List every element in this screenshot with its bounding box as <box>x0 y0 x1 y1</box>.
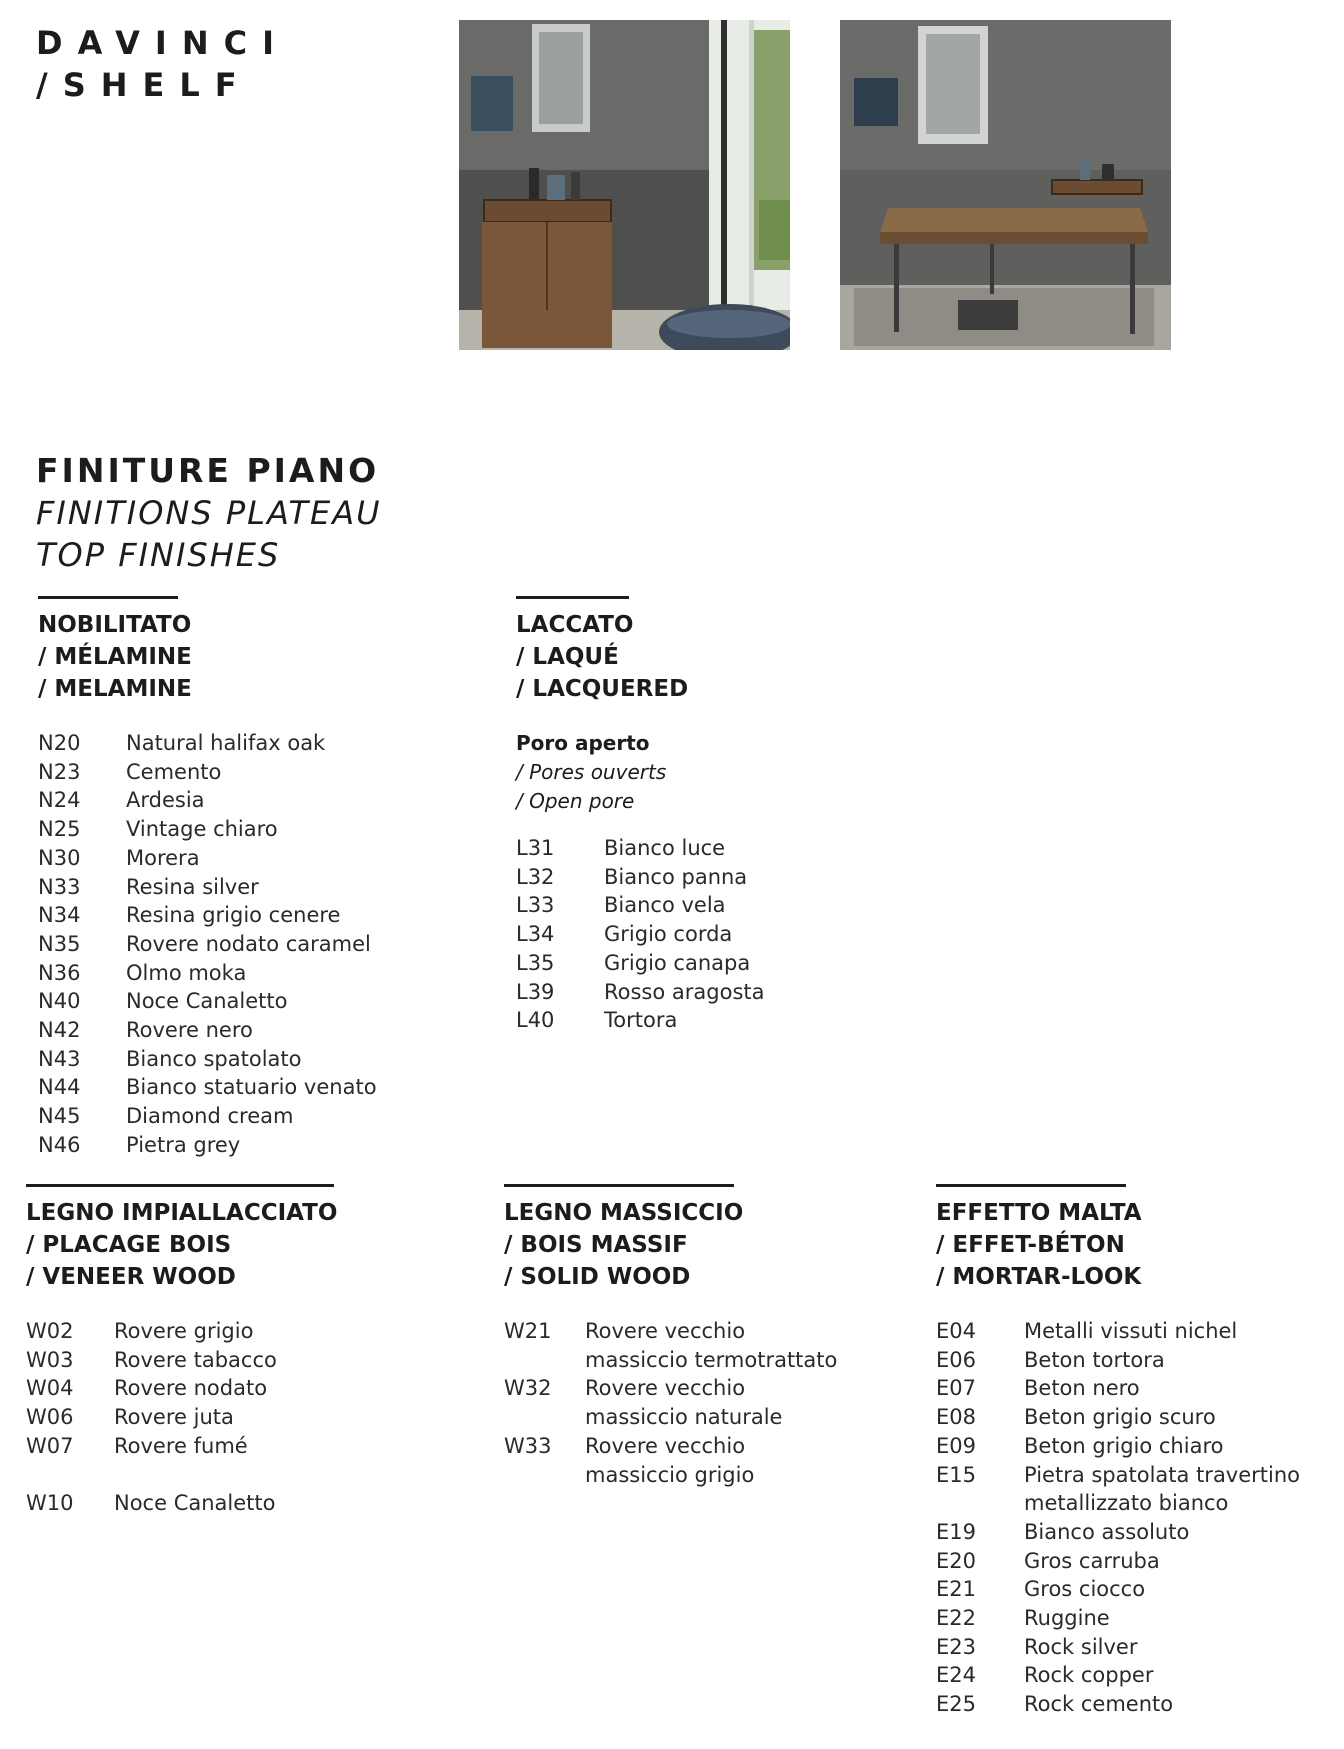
finish-code: N40 <box>38 989 81 1014</box>
finish-code: N23 <box>38 759 81 784</box>
finish-item <box>38 1016 377 1045</box>
group-heading-en: / VENEER WOOD <box>26 1264 236 1290</box>
finish-code: L33 <box>516 893 555 918</box>
finish-item <box>26 1403 337 1432</box>
finish-code: L39 <box>516 979 555 1004</box>
finish-code: W33 <box>504 1433 552 1458</box>
group-heading-en: / MELAMINE <box>38 676 192 702</box>
finish-item <box>38 844 377 873</box>
finiture-fr: FINITIONS PLATEAU <box>36 494 382 532</box>
group-heading-it: EFFETTO MALTA <box>936 1200 1142 1226</box>
finish-code: W21 <box>504 1319 552 1343</box>
group-legno-impiallacciato <box>26 1184 337 1517</box>
finish-code: E15 <box>936 1462 976 1487</box>
finish-name: Rovere vecchio massiccio termotrattato <box>585 1319 838 1372</box>
finish-item <box>38 758 377 787</box>
finish-code: N42 <box>38 1018 81 1043</box>
finish-item <box>516 920 765 949</box>
finish-name: Rovere juta <box>114 1405 234 1430</box>
finish-code: E24 <box>936 1663 976 1688</box>
finish-code: N36 <box>38 960 81 985</box>
finish-item <box>504 1317 837 1374</box>
group-effetto-malta <box>936 1184 1300 1719</box>
finish-item <box>38 930 377 959</box>
finish-name: Rovere vecchio massiccio grigio <box>585 1433 755 1487</box>
finish-code: E07 <box>936 1376 976 1401</box>
finish-name: Morera <box>126 845 200 870</box>
finish-item <box>936 1374 1300 1403</box>
finish-name: Resina grigio cenere <box>126 903 341 928</box>
group-heading-it: NOBILITATO <box>38 612 192 638</box>
group-rule <box>936 1184 1126 1187</box>
finish-name: Bianco statuario venato <box>126 1075 377 1100</box>
finish-list <box>38 729 377 1160</box>
finish-name: Noce Canaletto <box>114 1490 276 1515</box>
subtype-it: Poro aperto <box>516 731 650 755</box>
finish-name: Beton nero <box>1024 1376 1140 1401</box>
finish-code: L34 <box>516 922 555 947</box>
room-photo-table <box>840 20 1171 350</box>
finish-name: Bianco vela <box>604 893 726 918</box>
finish-name: Rovere nero <box>126 1018 253 1043</box>
finish-item <box>936 1690 1300 1719</box>
room-photo-cabinet <box>459 20 790 350</box>
finish-name: Rovere vecchio massiccio naturale <box>585 1376 783 1430</box>
finish-item <box>936 1346 1300 1375</box>
finish-name: Tortora <box>604 1008 678 1033</box>
finish-item <box>26 1346 337 1375</box>
finish-name: Rock cemento <box>1024 1692 1174 1717</box>
finish-code: W10 <box>26 1490 74 1515</box>
finish-item <box>38 1131 377 1160</box>
finish-item <box>516 949 765 978</box>
top-finishes-heading <box>36 450 382 576</box>
finish-code: E20 <box>936 1548 976 1573</box>
finish-name: Grigio canapa <box>604 950 751 975</box>
finish-name: Rovere grigio <box>114 1319 254 1343</box>
finish-item <box>38 786 377 815</box>
finish-code: E04 <box>936 1319 976 1343</box>
group-heading-it: LEGNO MASSICCIO <box>504 1200 744 1226</box>
finish-item <box>26 1432 337 1461</box>
group-rule <box>38 596 178 599</box>
group-heading-fr: / LAQUÉ <box>516 644 619 670</box>
finish-code: W06 <box>26 1405 74 1430</box>
finish-name: Ruggine <box>1024 1606 1110 1631</box>
finish-code: E23 <box>936 1634 976 1659</box>
finish-code: N25 <box>38 817 81 842</box>
finish-code: L32 <box>516 864 555 889</box>
finish-item <box>516 891 765 920</box>
finish-name: Noce Canaletto <box>126 989 288 1014</box>
finish-item <box>504 1374 837 1431</box>
finish-code: N34 <box>38 903 81 928</box>
finish-item <box>26 1489 337 1518</box>
finish-name: Ardesia <box>126 788 205 813</box>
subtype-fr: / Pores ouverts <box>516 760 667 784</box>
finish-name: Rock copper <box>1024 1663 1154 1688</box>
finish-code: N35 <box>38 931 81 956</box>
finish-code: E08 <box>936 1405 976 1430</box>
finish-code: N44 <box>38 1075 81 1100</box>
finish-name: Resina silver <box>126 874 259 899</box>
group-heading-en: / SOLID WOOD <box>504 1264 691 1290</box>
finish-item <box>504 1432 837 1489</box>
group-heading-fr: / MÉLAMINE <box>38 644 192 670</box>
finish-item <box>516 834 765 863</box>
finish-item <box>936 1604 1300 1633</box>
finish-name: Beton tortora <box>1024 1347 1165 1372</box>
subtype-en: / Open pore <box>516 789 635 813</box>
finish-code: E19 <box>936 1519 976 1544</box>
finish-code: L31 <box>516 836 555 860</box>
finish-code: W04 <box>26 1376 74 1401</box>
finish-list <box>936 1317 1300 1719</box>
finish-name: Metalli vissuti nichel <box>1024 1319 1238 1343</box>
finish-list <box>504 1317 837 1489</box>
finish-name: Rovere fumé <box>114 1433 248 1458</box>
finish-item <box>38 1073 377 1102</box>
finish-code: L35 <box>516 950 555 975</box>
finish-item <box>38 1102 377 1131</box>
finish-item <box>38 959 377 988</box>
finish-code: E21 <box>936 1577 976 1602</box>
finish-list <box>26 1489 337 1518</box>
finish-name: Olmo moka <box>126 960 247 985</box>
group-heading-fr: / BOIS MASSIF <box>504 1232 688 1258</box>
finish-item <box>516 1006 765 1035</box>
finish-item <box>936 1518 1300 1547</box>
finish-item <box>516 863 765 892</box>
finish-name: Beton grigio chiaro <box>1024 1433 1224 1458</box>
finish-item <box>26 1374 337 1403</box>
finish-item <box>936 1575 1300 1604</box>
finish-code: L40 <box>516 1008 555 1033</box>
finiture-it: FINITURE PIANO <box>36 451 380 490</box>
finish-code: W03 <box>26 1347 74 1372</box>
finish-code: N24 <box>38 788 81 813</box>
group-heading-fr: / EFFET-BÉTON <box>936 1232 1125 1258</box>
finish-code: E22 <box>936 1606 976 1631</box>
finish-subtype <box>516 729 765 816</box>
finish-item <box>936 1661 1300 1690</box>
finish-item <box>38 815 377 844</box>
finish-name: Gros carruba <box>1024 1548 1160 1573</box>
group-rule <box>504 1184 734 1187</box>
group-heading-it: LEGNO IMPIALLACCIATO <box>26 1200 338 1226</box>
group-rule <box>26 1184 334 1187</box>
finish-name: Rosso aragosta <box>604 979 765 1004</box>
finish-list <box>26 1317 337 1461</box>
finish-item <box>936 1633 1300 1662</box>
group-heading-en: / LACQUERED <box>516 676 689 702</box>
finish-item <box>936 1317 1300 1346</box>
finish-name: Grigio corda <box>604 922 733 947</box>
finish-name: Bianco luce <box>604 836 726 860</box>
finish-item <box>936 1403 1300 1432</box>
finiture-en: TOP FINISHES <box>36 536 281 574</box>
finish-item <box>38 901 377 930</box>
finish-name: Rock silver <box>1024 1634 1138 1659</box>
finish-name: Beton grigio scuro <box>1024 1405 1216 1430</box>
group-heading-it: LACCATO <box>516 612 634 638</box>
finish-name: Pietra grey <box>126 1132 241 1157</box>
finish-item <box>516 978 765 1007</box>
finish-code: E25 <box>936 1692 976 1717</box>
finish-name: Natural halifax oak <box>126 731 326 755</box>
finish-name: Rovere nodato <box>114 1376 268 1401</box>
finish-item <box>26 1317 337 1346</box>
finish-name: Pietra spatolata travertino metallizzato bianco <box>1024 1462 1301 1516</box>
finish-item <box>936 1432 1300 1461</box>
finish-item <box>936 1547 1300 1576</box>
finish-name: Bianco spatolato <box>126 1046 302 1071</box>
finish-code: E09 <box>936 1433 976 1458</box>
finish-code: W02 <box>26 1319 74 1343</box>
finish-item <box>936 1461 1300 1518</box>
finish-code: W32 <box>504 1376 552 1401</box>
finish-name: Rovere tabacco <box>114 1347 277 1372</box>
product-title <box>36 22 289 106</box>
finish-code: N30 <box>38 845 81 870</box>
finish-name: Gros ciocco <box>1024 1577 1146 1602</box>
finish-list <box>516 834 765 1035</box>
product-title-line1: DAVINCI <box>36 24 289 62</box>
finish-name: Cemento <box>126 759 222 784</box>
finish-item <box>38 987 377 1016</box>
finish-item <box>38 729 377 758</box>
finish-name: Diamond cream <box>126 1104 294 1129</box>
finish-item <box>38 873 377 902</box>
finish-code: N43 <box>38 1046 81 1071</box>
group-nobilitato <box>38 596 377 1160</box>
group-laccato <box>516 596 765 1035</box>
finish-code: N33 <box>38 874 81 899</box>
finish-item <box>38 1045 377 1074</box>
group-rule <box>516 596 629 599</box>
finish-code: N45 <box>38 1104 81 1129</box>
product-title-line2: /SHELF <box>36 66 252 104</box>
group-legno-massiccio <box>504 1184 837 1489</box>
finish-name: Rovere nodato caramel <box>126 931 371 956</box>
group-heading-fr: / PLACAGE BOIS <box>26 1232 232 1258</box>
finish-name: Bianco assoluto <box>1024 1519 1190 1544</box>
finish-code: N20 <box>38 731 81 755</box>
finish-code: E06 <box>936 1347 976 1372</box>
finish-name: Vintage chiaro <box>126 817 278 842</box>
group-heading-en: / MORTAR-LOOK <box>936 1264 1142 1290</box>
finish-name: Bianco panna <box>604 864 748 889</box>
finish-code: W07 <box>26 1433 74 1458</box>
finish-code: N46 <box>38 1132 81 1157</box>
